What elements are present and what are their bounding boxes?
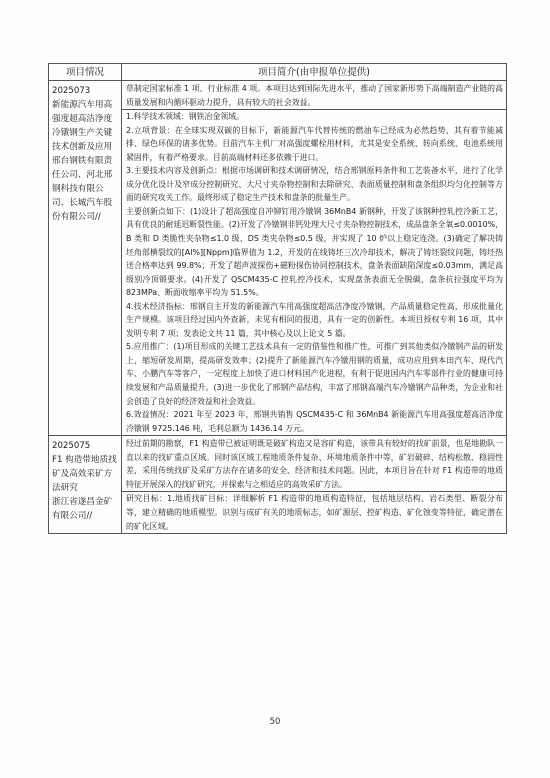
tech-field: 1.科学技术领域：钢铁冶金领域。 <box>126 112 244 122</box>
project-summary-cell <box>122 436 507 534</box>
header-project-info: 项目情况 <box>49 64 122 81</box>
overview-paragraph: 经过前期的勘察，F1 构造带已被证明既是破矿构造又是容矿构造，该带具有较好的找矿前景，也是地勘队一直以来的找矿重点区域。同时该区域工程地质条件复杂、环境地质条件中等，矿岩破碎、结构松散、稳固性差，采用传统找矿及采矿方法存在诸多的安全、经济和技术问题。因此，本项目旨在针对 F1 构造带的地质特征开展深入的找矿研究，并探索与之相适应的高效采矿方法。 <box>126 439 503 489</box>
header-project-summary: 项目简介(由申报单位提供) <box>122 64 507 81</box>
table-row <box>49 436 507 534</box>
project-info-cell: 2025075 F1 构造带地质找矿及高效采矿方法研究 浙江省遂昌金矿有限公司// <box>49 436 122 534</box>
promotion-paragraph: 5.应用推广：(1)项目形成的关键工艺技术具有一定的借鉴性和推广性，可推广到其他类似冷镦钢产品的研发上，缩短研发周期，提高研发效率；(2)提升了新能源汽车冷镦用钢的质量，成功应用到本田汽车、现代汽车、小鹏汽车等客户，一定程度上加快了进口材料国产化进程，有利于促进国内汽车零部件行业的健康可持续发展和产品质量提升。(3)进一步优化了邢钢产品结构，丰富了邢钢高端汽车冷镦钢产品种类，为企业和社会创造了良好的经济效益和社会效益。 <box>126 342 503 406</box>
project-info-cell: 2025073 新能源汽车用高强度超高洁净度冷镦钢生产关键技术创新及应用 邢台钢铁有限责任公司、河北邢钢科技有限公司、长城汽车股份有限公司// <box>49 81 122 436</box>
benefit-paragraph: 6.效益情况：2021 年至 2023 年，邢钢共销售 QSCM435-C 和 36MnB4 新能源汽车用高强度超高洁净度冷镦钢 9725.146 吨，毛利总额为 1436.14 万元。 <box>126 410 503 433</box>
page-number: 50 <box>269 717 281 727</box>
indicators-paragraph: 4.技术经济指标：邢钢自主开发的新能源汽车用高强度超高洁净度冷镦钢，产品质量稳定性高，形成批量化生产规模。该项目经过国内外查新，未见有相同的报道，具有一定的创新性。本项目授权专利 16 项，其中发明专利 7 项；发表论文共 11 篇，其中核心及以上论文 5 篇。 <box>126 301 503 338</box>
table-header-row <box>49 64 507 81</box>
tech-content-paragraph: 3.主要技术内容及创新点：根据市场调研和技术调研情况，结合邢钢原料条件和工艺装备水平，进行了化学成分优化设计及窄成分控制研究、大尺寸夹杂物控制和去除研究、表面质量控制和盘条组织均匀化控制等方面的研究攻关工作。最终形成了稳定生产技术和盘条的批量生产。 <box>126 166 503 203</box>
background-paragraph: 2.立项背景：在全球实现双碳的目标下，新能源汽车代替传统的燃油车已经成为必然趋势，其有着节能减排、绿色环保的诸多优势。目前汽车主机厂对高强度螺栓用材料，尤其是安全系统、转向系统、电池系统用紧固件，有着严格要求。目前高端材料还多依赖于进口。 <box>126 125 503 162</box>
continuation-text: 草制定国家标准 1 项、行业标准 4 项。本项目达到国际先进水平，推动了国家新形势下高端制造产业链的高质量发展和内循环驱动力提升，具有较大的社会效益。 <box>126 84 503 107</box>
project-table <box>48 63 507 534</box>
innovation-paragraph: 主要创新点如下：(1)设计了超高强度自冲铆钉用冷镦钢 36MnB4 新钢种，开发了该钢种控轧控冷新工艺，具有优良的耐延迟断裂性能。(2)开发了冷镦钢非钙处理大尺寸夹杂物控制技术，成品盘条全氧≤0.0010%，B 类和 D 类脆性夹杂物≤1.0 级、DS 类夹杂物≤0.5 级，并实现了 10 炉以上稳定连浇。(3)确定了解决铸坯角部横裂纹的[Al%][Nppm]临界值为 1.2，开发的在线铸坯三次冷却技术，解决了铸坯裂纹问题，铸坯热送合格率达到 99.8%；开发了超声波探伤+磁粉探伤协同控制技术，盘条表面缺陷深度≤0.03mm，满足高级别冷顶锻要求。(4)开发了 QSCM435-C 控轧控冷技术，实现盘条表面无全脱碳，盘条抗拉强度平均为 823MPa、断面收缩率平均为 51.5%。 <box>126 206 503 298</box>
research-goal-paragraph: 研究目标：1.地质找矿目标：详细解析 F1 构造带的地质构造特征，包括地层结构、岩石类型、断裂分布等，建立精确的地质模型。识别与成矿有关的地质标志，如矿源层、控矿构造、矿化蚀变等特征，确定潜在的矿化区域。 <box>126 494 503 531</box>
table-row <box>49 81 507 436</box>
project-summary-cell <box>122 81 507 436</box>
